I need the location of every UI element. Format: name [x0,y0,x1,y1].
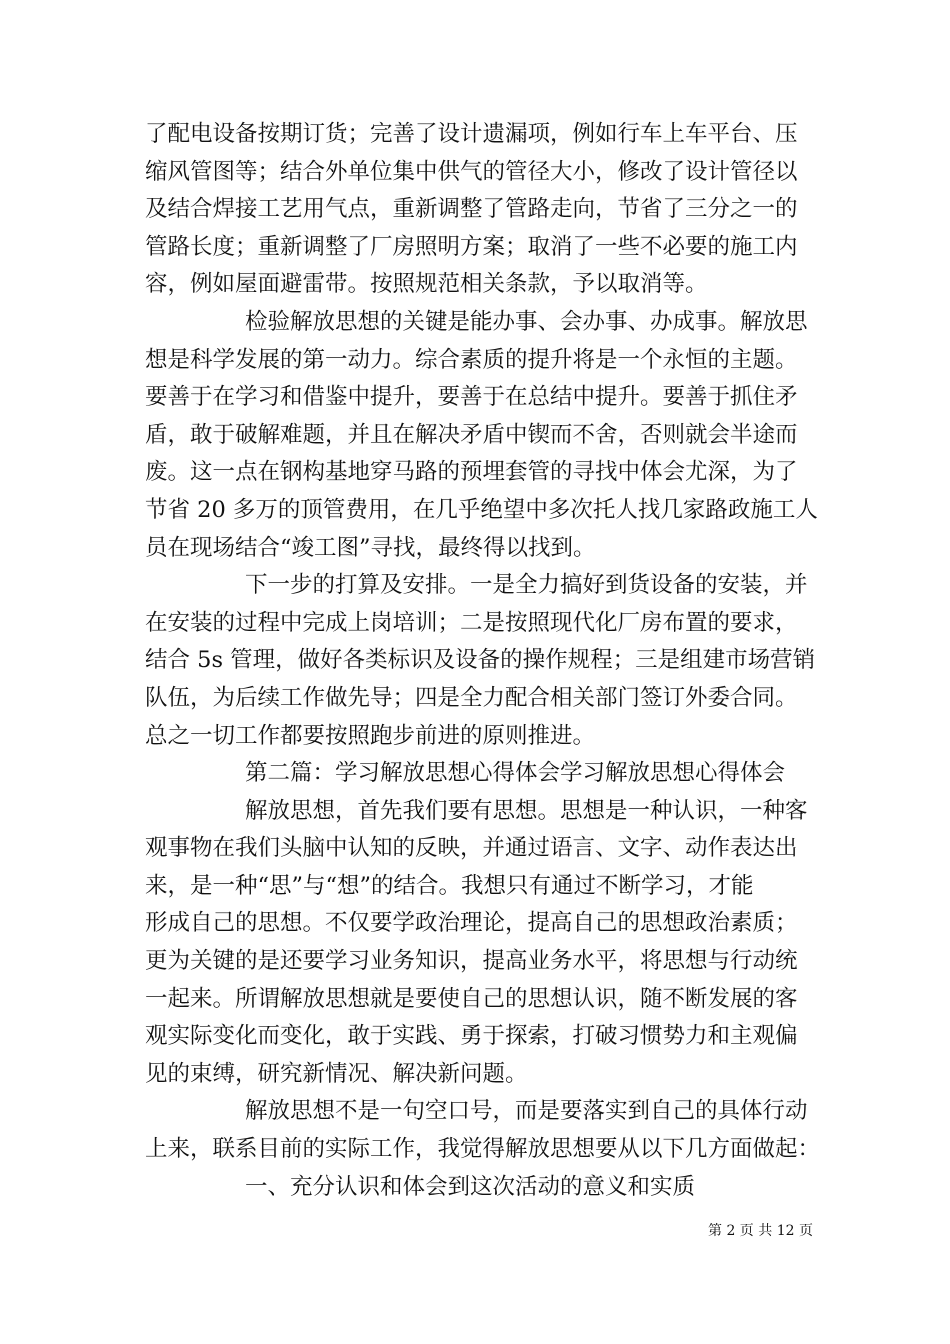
text-line: 更为关键的是还要学习业务知识，提高业务水平，将思想与行动统 [145,948,798,975]
text-line: 来，是一种“思”与“想”的结合。我想只有通过不断学习，才能 [145,872,754,899]
text-line: 观实际变化而变化，敢于实践、勇于探索，打破习惯势力和主观偏 [145,1023,798,1050]
text-line: 结合 5s 管理，做好各类标识及设备的操作规程；三是组建市场营销 [145,647,816,674]
text-line: 了配电设备按期订货；完善了设计遗漏项，例如行车上车平台、压 [145,121,798,147]
section-heading: 第二篇：学习解放思想心得体会学习解放思想心得体会 [245,760,786,787]
text-line: 见的束缚，研究新情况、解决新问题。 [145,1060,528,1087]
text-line: 在安装的过程中完成上岗培训；二是按照现代化厂房布置的要求， [145,609,798,636]
text-line: 要善于在学习和借鉴中提升，要善于在总结中提升。要善于抓住矛 [145,384,798,411]
text-line: 想是科学发展的第一动力。综合素质的提升将是一个永恒的主题。 [145,346,798,373]
paragraph-first-line: 检验解放思想的关键是能办事、会办事、办成事。解放思 [245,308,808,335]
text-line: 上来，联系目前的实际工作，我觉得解放思想要从以下几方面做起： [145,1136,821,1163]
text-line: 队伍，为后续工作做先导；四是全力配合相关部门签订外委合同。 [145,684,798,711]
text-line: 容，例如屋面避雷带。按照规范相关条款，予以取消等。 [145,271,708,298]
paragraph-first-line: 下一步的打算及安排。一是全力搞好到货设备的安装，并 [245,572,808,599]
page-number-footer: 第 2 页 共 12 页 [708,1223,813,1239]
text-line: 管路长度；重新调整了厂房照明方案；取消了一些不必要的施工内 [145,233,798,260]
text-line: 员在现场结合“竣工图”寻找，最终得以找到。 [145,534,596,561]
text-line: 及结合焊接工艺用气点，重新调整了管路走向，节省了三分之一的 [145,196,798,223]
text-line: 盾，敢于破解难题，并且在解决矛盾中锲而不舍，否则就会半途而 [145,421,798,448]
subsection-heading: 一、充分认识和体会到这次活动的意义和实质 [245,1173,696,1200]
paragraph-first-line: 解放思想，首先我们要有思想。思想是一种认识，一种客 [245,797,808,824]
text-line: 废。这一点在钢构基地穿马路的预埋套管的寻找中体会尤深，为了 [145,459,798,486]
text-line: 总之一切工作都要按照跑步前进的原则推进。 [145,722,596,749]
text-line: 缩风管图等；结合外单位集中供气的管径大小，修改了设计管径以 [145,158,798,185]
text-line: 观事物在我们头脑中认知的反映，并通过语言、文字、动作表达出 [145,835,798,862]
document-body [145,116,821,1206]
text-line: 节省 20 多万的顶管费用，在几乎绝望中多次托人找几家路政施工人 [145,496,818,523]
text-line: 形成自己的思想。不仅要学政治理论，提高自己的思想政治素质； [145,910,798,937]
text-line: 一起来。所谓解放思想就是要使自己的思想认识，随不断发展的客 [145,985,798,1012]
paragraph-first-line: 解放思想不是一句空口号，而是要落实到自己的具体行动 [245,1098,808,1125]
